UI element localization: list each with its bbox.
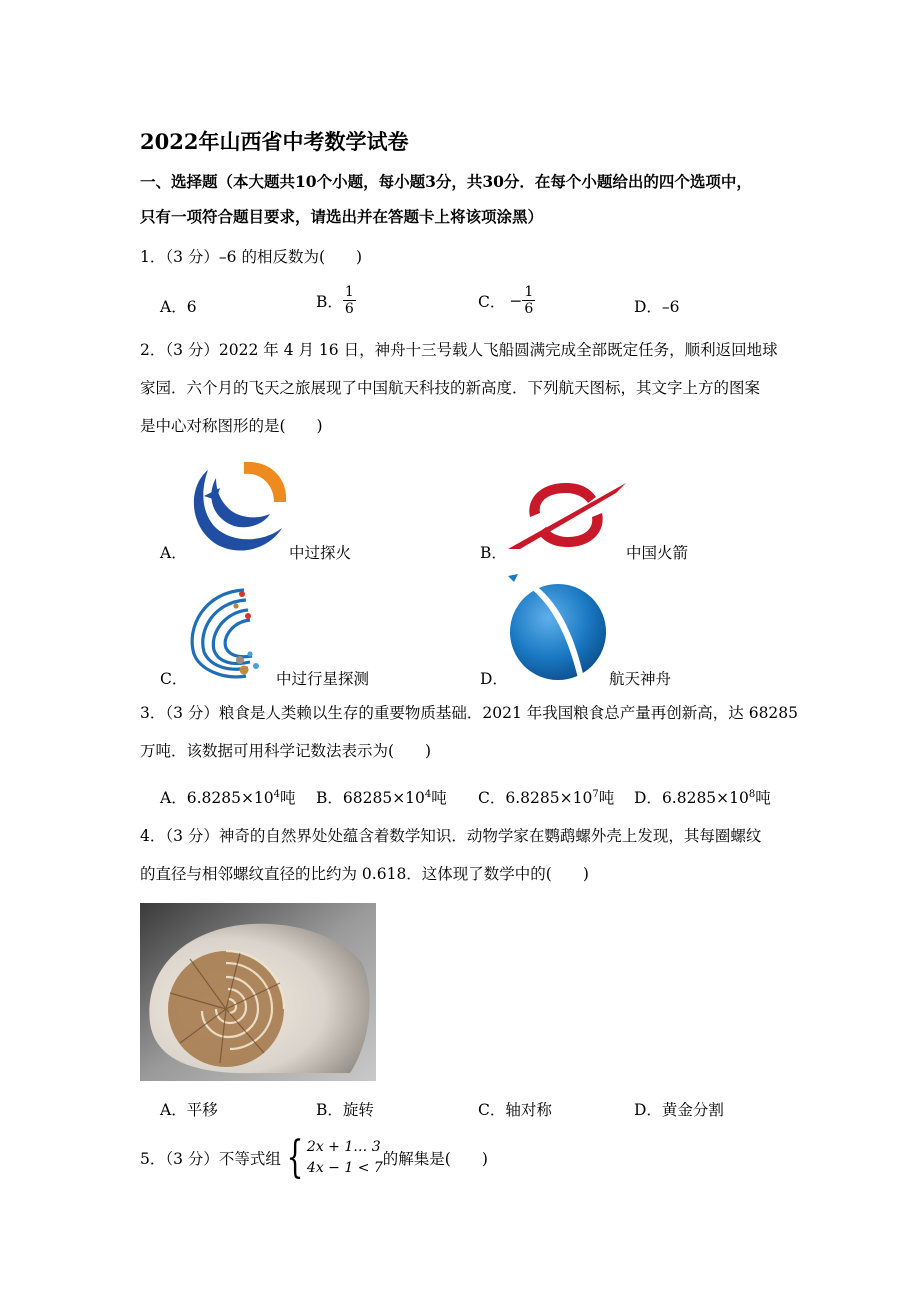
question-2-line1: 2．（3 分）2022 年 4 月 16 日，神舟十三号载人飞船圆满完成全部既定任务，顺利返回地球 bbox=[140, 341, 778, 359]
planetary-exploration-logo bbox=[184, 584, 274, 682]
q2-option-c-label: C． bbox=[160, 670, 188, 688]
question-4-line1: 4．（3 分）神奇的自然界处处蕴含着数学知识．动物学家在鹦鹉螺外壳上发现，其每圈螺纹 bbox=[140, 827, 762, 845]
question-3-line2: 万吨．该数据可用科学记数法表示为( ) bbox=[140, 742, 432, 760]
nautilus-shell-image bbox=[140, 903, 376, 1081]
q2-option-c-caption: 中过行星探测 bbox=[276, 670, 370, 688]
question-2-line3: 是中心对称图形的是( ) bbox=[140, 417, 323, 435]
q4-option-b: B．旋转 bbox=[316, 1101, 374, 1119]
shenzhou-spacecraft-logo bbox=[504, 574, 610, 682]
q3-option-d bbox=[634, 786, 771, 808]
q3-option-c-exponent: 7 bbox=[592, 788, 599, 800]
q1-option-c-fraction bbox=[522, 284, 535, 317]
q1-option-b-label: B． bbox=[316, 292, 343, 311]
q1-option-c-sign: − bbox=[509, 291, 523, 310]
q3-option-d-unit: 吨 bbox=[755, 789, 771, 807]
section-heading-line2: 只有一项符合题目要求，请选出并在答题卡上将该项涂黑） bbox=[140, 207, 544, 226]
question-1-stem: 1．（3 分）–6 的相反数为( ) bbox=[140, 248, 363, 266]
left-brace-icon: { bbox=[286, 1132, 304, 1183]
fraction-numerator: 1 bbox=[344, 284, 354, 300]
q3-option-b-exponent: 4 bbox=[424, 788, 432, 800]
q3-option-a bbox=[160, 786, 296, 808]
question-3-line1: 3．（3 分）粮食是人类赖以生存的重要物质基础．2021 年我国粮食总产量再创新高，达 68285 bbox=[140, 704, 799, 722]
q4-option-c: C．轴对称 bbox=[478, 1101, 552, 1119]
q3-option-a-base: 6.8285×10 bbox=[186, 789, 274, 807]
q4-option-a: A．平移 bbox=[160, 1101, 218, 1119]
q2-option-d-label: D． bbox=[480, 670, 508, 688]
q3-option-d-exponent: 8 bbox=[748, 788, 756, 800]
q3-option-d-base: 6.8285×10 bbox=[661, 789, 749, 807]
q3-option-d-label: D． bbox=[634, 789, 662, 807]
section-heading-line1: 一、选择题（本大题共10个小题，每小题3分，共30分．在每个小题给出的四个选项中， bbox=[140, 172, 752, 191]
q4-option-d: D．黄金分割 bbox=[634, 1101, 724, 1119]
q3-option-b-base: 68285×10 bbox=[342, 789, 425, 807]
china-rocket-logo bbox=[506, 477, 628, 553]
q2-option-b-caption: 中国火箭 bbox=[626, 544, 689, 562]
q3-option-c-unit: 吨 bbox=[598, 789, 615, 807]
q3-option-c-label: C． bbox=[478, 789, 506, 807]
q3-option-b bbox=[316, 786, 447, 808]
mars-exploration-logo bbox=[186, 456, 290, 554]
q3-option-a-exponent: 4 bbox=[273, 788, 281, 800]
question-2-line2: 家园．六个月的飞天之旅展现了中国航天科技的新高度．下列航天图标，其文字上方的图案 bbox=[140, 379, 761, 397]
page-title: 2022年山西省中考数学试卷 bbox=[140, 129, 409, 154]
q3-option-b-unit: 吨 bbox=[431, 789, 447, 807]
q3-option-a-label: A． bbox=[160, 789, 187, 807]
q3-option-b-label: B． bbox=[316, 789, 343, 807]
q3-option-c bbox=[478, 786, 614, 808]
q2-option-b-label: B． bbox=[480, 544, 507, 562]
q3-option-c-base: 6.8285×10 bbox=[505, 789, 593, 807]
fraction-denominator: 6 bbox=[344, 301, 354, 318]
inequality-lines bbox=[307, 1137, 383, 1179]
inequality-1: 2x + 1… 3 bbox=[306, 1139, 381, 1155]
question-4-line2: 的直径与相邻螺纹直径的比约为 0.618．这体现了数学中的( ) bbox=[140, 865, 589, 883]
q2-option-d-caption: 航天神舟 bbox=[609, 670, 672, 688]
q1-option-b bbox=[316, 284, 356, 317]
q1-option-b-fraction bbox=[343, 284, 356, 317]
question-5-prefix: 5．（3 分）不等式组 bbox=[140, 1150, 281, 1168]
fraction-denominator: 6 bbox=[524, 301, 534, 318]
q1-option-c-label: C． bbox=[478, 292, 506, 311]
q3-option-a-unit: 吨 bbox=[280, 789, 296, 807]
q1-option-c bbox=[478, 284, 535, 317]
question-5-stem bbox=[140, 1132, 488, 1183]
inequality-2: 4x − 1 < 7 bbox=[306, 1160, 383, 1176]
q2-option-a-label: A． bbox=[160, 544, 187, 562]
inequality-system bbox=[281, 1132, 383, 1183]
q1-option-a: A．6 bbox=[160, 298, 197, 316]
fraction-numerator: 1 bbox=[524, 284, 534, 300]
question-5-suffix: 的解集是( ) bbox=[382, 1150, 488, 1168]
q2-option-a-caption: 中过探火 bbox=[289, 544, 352, 562]
q1-option-d: D．–6 bbox=[634, 298, 680, 316]
